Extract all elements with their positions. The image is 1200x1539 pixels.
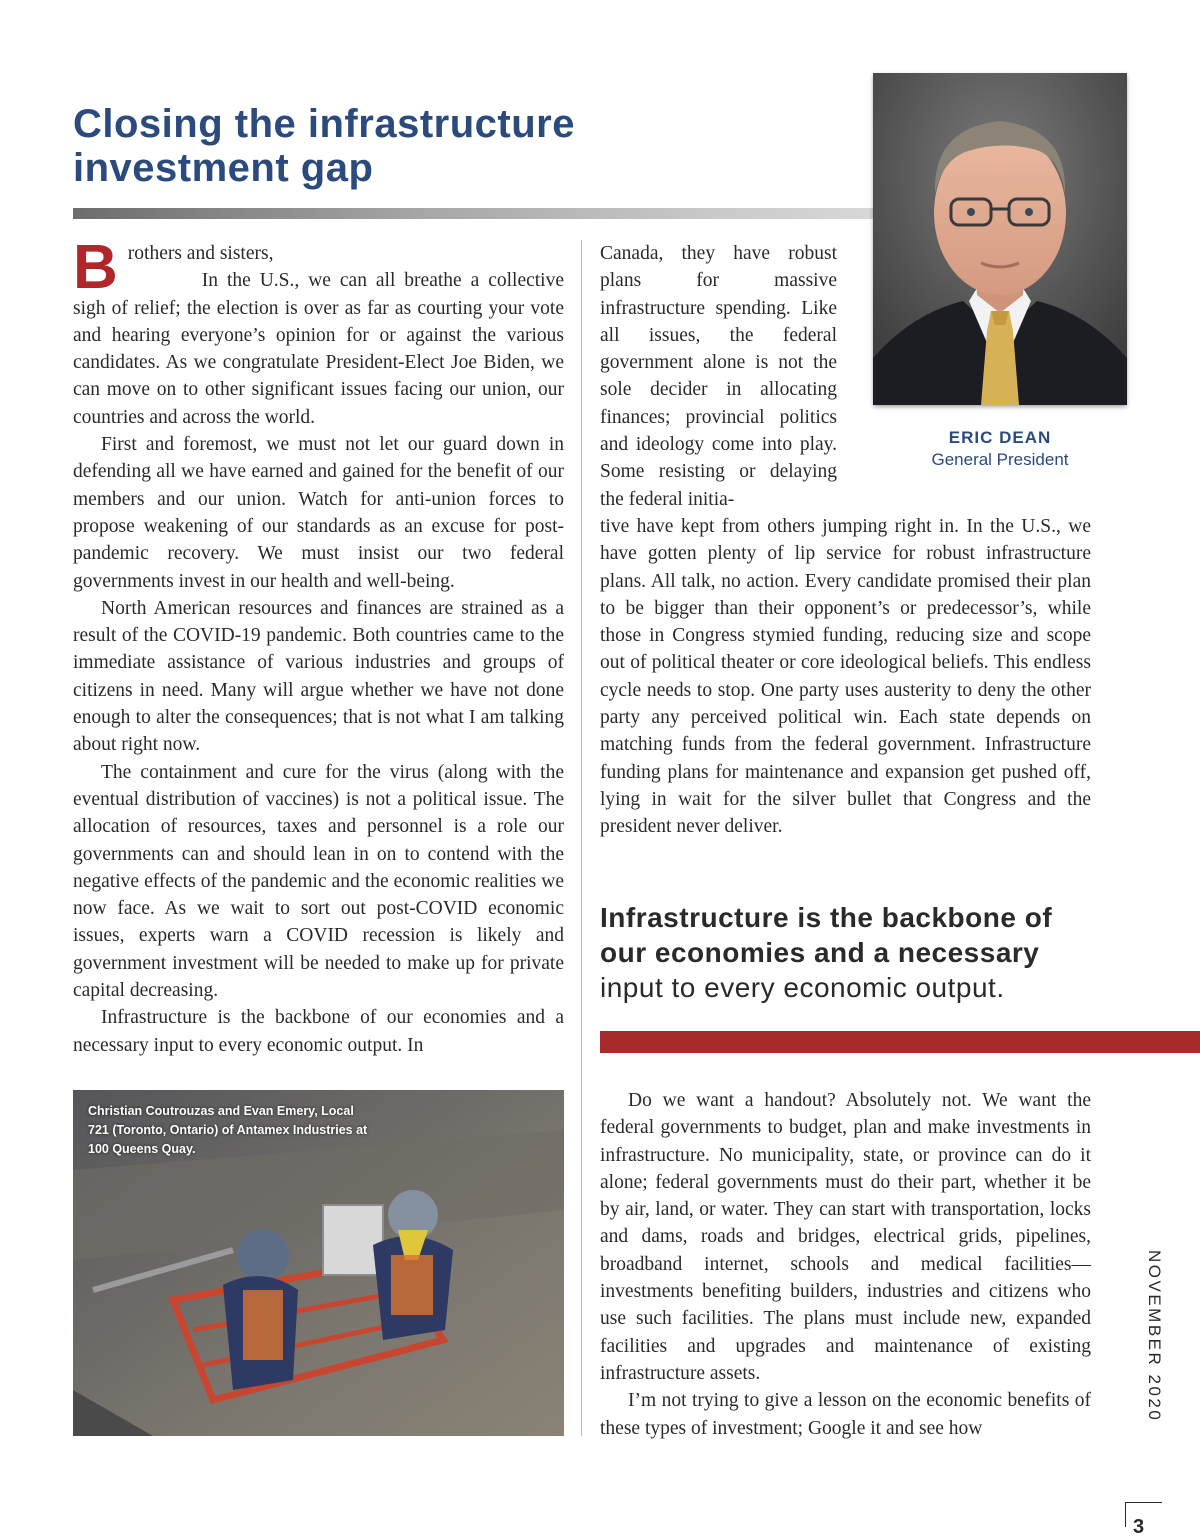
author-name: ERIC DEAN (948, 428, 1052, 447)
body-column-2-wide (600, 513, 1091, 841)
page-number: 3 (1133, 1516, 1145, 1538)
paragraph: First and foremost, we must not let our guard down in defending all we have earned and gained for the benefit of our members and our union. Watch for anti-union forces to propose weakening of our standards as an excuse for post-pandemic recovery. We must insist our two federal governments invest in our health and well-being. (73, 434, 564, 592)
column-divider (581, 240, 582, 1436)
page-number-rule-vertical (1125, 1502, 1126, 1527)
author-portrait (873, 73, 1127, 405)
page-title: Closing the infrastructure investment gap (73, 102, 575, 190)
drop-cap: B (73, 233, 118, 302)
author-role: General President (931, 450, 1069, 469)
pull-quote-light: input to every economic output. (600, 972, 1005, 1003)
title-divider (73, 208, 873, 219)
paragraph: Infrastructure is the backbone of our economies and a necessary input to every economic output. In (73, 1007, 564, 1056)
pull-quote (600, 900, 1100, 1005)
paragraph: I’m not trying to give a lesson on the economic benefits of these types of investment; Google it and see how (600, 1390, 1091, 1439)
paragraph: In the U.S., we can all breathe a collective sigh of relief; the election is over as far as courting your vote and hearing everyone’s opinion for or against the various candidates. As we congratulate President-Elect Joe Biden, we can move on to other significant issues facing our union, our countries and across the world. (73, 270, 564, 428)
author-byline (900, 428, 1100, 470)
photo-caption: Christian Coutrouzas and Evan Emery, Local 721 (Toronto, Ontario) of Antamex Industries at 100 Queens Quay. (88, 1104, 368, 1156)
issue-date: NOVEMBER 2020 (1145, 1250, 1164, 1423)
paragraph: Canada, they have robust plans for massive infrastructure spending. Like all issues, the federal government alone is not the sole decider in allocating finances; provincial politics and ideology come into play. Some resisting or delaying the federal initia- (600, 243, 837, 510)
body-column-2-lower (600, 1087, 1091, 1442)
paragraph: North American resources and finances are strained as a result of the COVID-19 pandemic. Both countries came to the immediate assistance of various industries and groups of citizens in need. Many will argue whether we have not done enough to alter the consequences; that is not what I am talking about right now. (73, 597, 564, 756)
body-column-2-narrow (600, 240, 837, 513)
accent-bar (600, 1031, 1200, 1053)
pull-quote-bold: Infrastructure is the backbone of our economies and a necessary (600, 902, 1053, 968)
paragraph: tive have kept from others jumping right in. In the U.S., we have gotten plenty of lip service for robust infrastructure plans. All talk, no action. Every candidate promised their plan to be bigger than their opponent’s or predecessor’s, while those in Congress stymied funding, reducing size and scope out of political theater or core ideological beliefs. This endless cycle needs to stop. One party uses austerity to deny the other party any perceived political win. Each state depends on matching funds from the federal government. Infrastructure funding plans for maintenance and expansion get pushed off, lying in wait for the silver bullet that Congress and the president never deliver. (600, 516, 1091, 838)
portrait-illustration (873, 73, 1127, 405)
body-column-1 (73, 233, 564, 1059)
paragraph: Do we want a handout? Absolutely not. We want the federal governments to budget, plan and make investments in infrastructure. No municipality, state, or province can do it alone; federal governments must do their part, whether it be by air, land, or water. They can start with transportation, locks and dams, roads and bridges, electrical grids, pipelines, broadband internet, schools and medical facilities—investments benefiting builders, industries and citizens who use such facilities. The plans must include new, expanded facilities and upgrades and maintenance of existing infrastructure assets. (600, 1090, 1091, 1384)
salutation: rothers and sisters, (127, 243, 274, 264)
paragraph: The containment and cure for the virus (along with the eventual distribution of vaccines) is not a political issue. The allocation of resources, taxes and personnel is a role our governments can and should lean in on to contend with the negative effects of the pandemic and the economic realities we now face. As we wait to sort out post-COVID economic issues, experts warn a COVID recession is likely and government investment will be needed to make up for private capital decreasing. (73, 761, 564, 1002)
page-number-rule (1125, 1502, 1162, 1503)
